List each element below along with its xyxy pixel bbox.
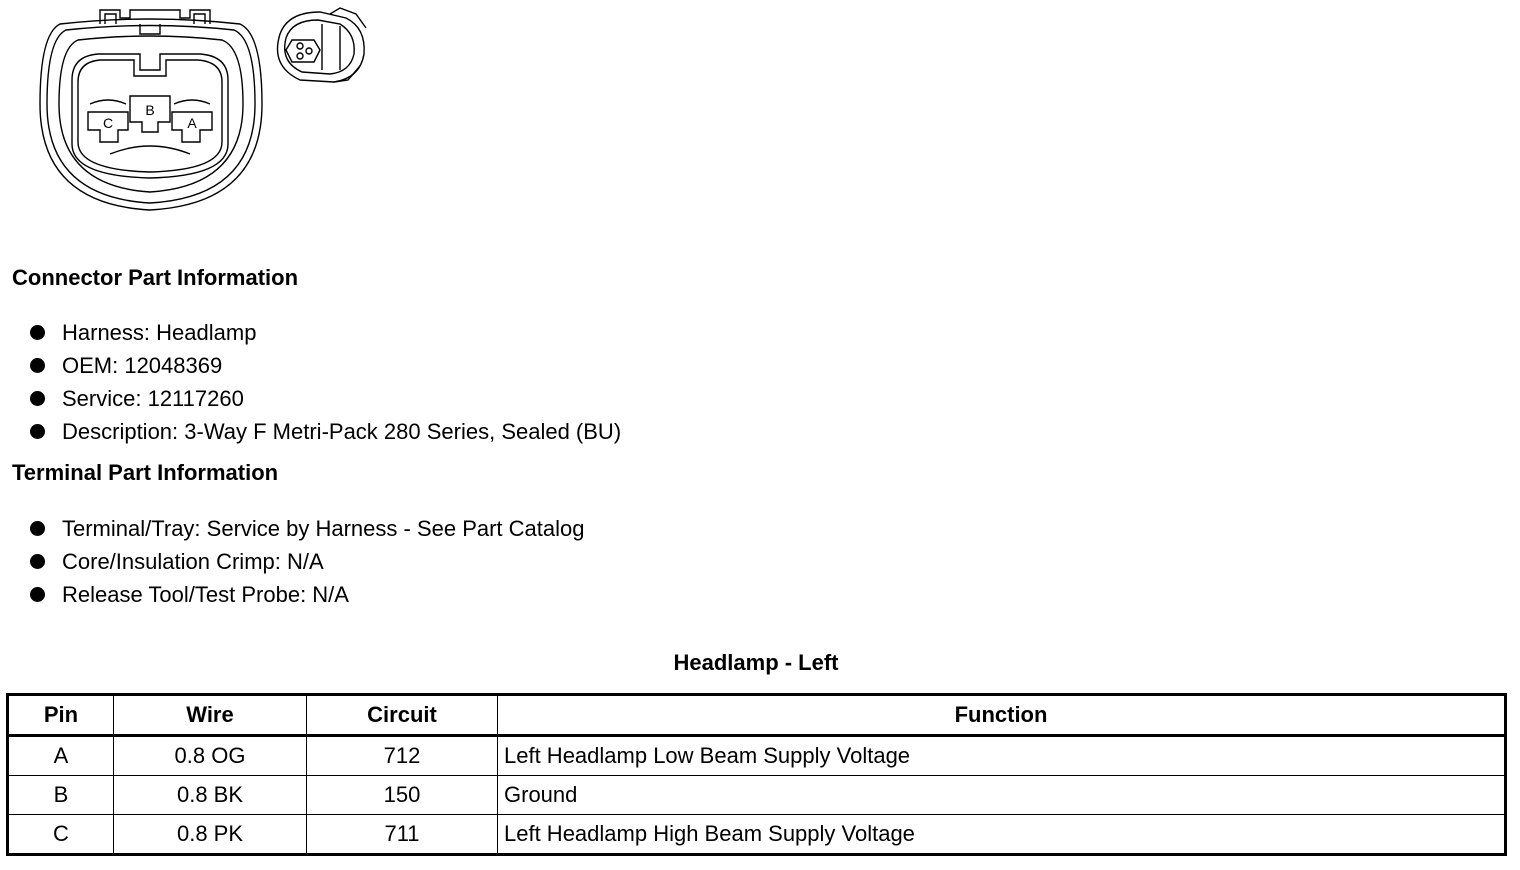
column-header-function: Function (498, 695, 1506, 736)
column-header-circuit: Circuit (307, 695, 498, 736)
bullet-icon (30, 521, 45, 536)
connector-part-list (30, 316, 621, 448)
crimp-text: Core/Insulation Crimp: N/A (62, 549, 324, 574)
list-item (30, 382, 621, 415)
list-item (30, 545, 585, 578)
bullet-icon (30, 391, 45, 406)
pin-label-b: B (145, 102, 155, 118)
terminal-part-list (30, 512, 585, 611)
pin-cell: A (8, 736, 114, 776)
column-header-pin: Pin (8, 695, 114, 736)
column-header-wire: Wire (114, 695, 307, 736)
function-cell: Left Headlamp Low Beam Supply Voltage (498, 736, 1506, 776)
function-cell: Left Headlamp High Beam Supply Voltage (498, 815, 1506, 855)
connector-part-heading: Connector Part Information (12, 265, 299, 290)
circuit-cell: 150 (307, 776, 498, 815)
table-header-row (8, 695, 1506, 736)
connector-drawing (30, 4, 380, 214)
pin-cell: C (8, 815, 114, 855)
list-item (30, 316, 621, 349)
bullet-icon (30, 325, 45, 340)
pin-cell: B (8, 776, 114, 815)
bullet-icon (30, 424, 45, 439)
list-item (30, 512, 585, 545)
pin-table (6, 693, 1507, 856)
service-text: Service: 12117260 (62, 386, 244, 411)
bullet-icon (30, 587, 45, 602)
terminal-tray-text: Terminal/Tray: Service by Harness - See Part Catalog (62, 516, 585, 541)
wire-cell: 0.8 BK (114, 776, 307, 815)
wire-cell: 0.8 PK (114, 815, 307, 855)
circuit-cell: 711 (307, 815, 498, 855)
release-tool-text: Release Tool/Test Probe: N/A (62, 582, 349, 607)
table-row (8, 776, 1506, 815)
table-row (8, 815, 1506, 855)
table-row (8, 736, 1506, 776)
circuit-cell: 712 (307, 736, 498, 776)
table-title: Headlamp - Left (673, 650, 839, 675)
harness-text: Harness: Headlamp (62, 320, 257, 345)
wire-cell: 0.8 OG (114, 736, 307, 776)
function-cell: Ground (498, 776, 1506, 815)
bullet-icon (30, 358, 45, 373)
oem-text: OEM: 12048369 (62, 353, 223, 378)
description-text: Description: 3-Way F Metri-Pack 280 Series, Sealed (BU) (62, 419, 622, 444)
bullet-icon (30, 554, 45, 569)
list-item (30, 415, 621, 448)
list-item (30, 349, 621, 382)
pin-label-c: C (102, 115, 114, 131)
terminal-part-heading: Terminal Part Information (12, 460, 279, 485)
pin-label-a: A (187, 115, 197, 131)
list-item (30, 578, 585, 611)
